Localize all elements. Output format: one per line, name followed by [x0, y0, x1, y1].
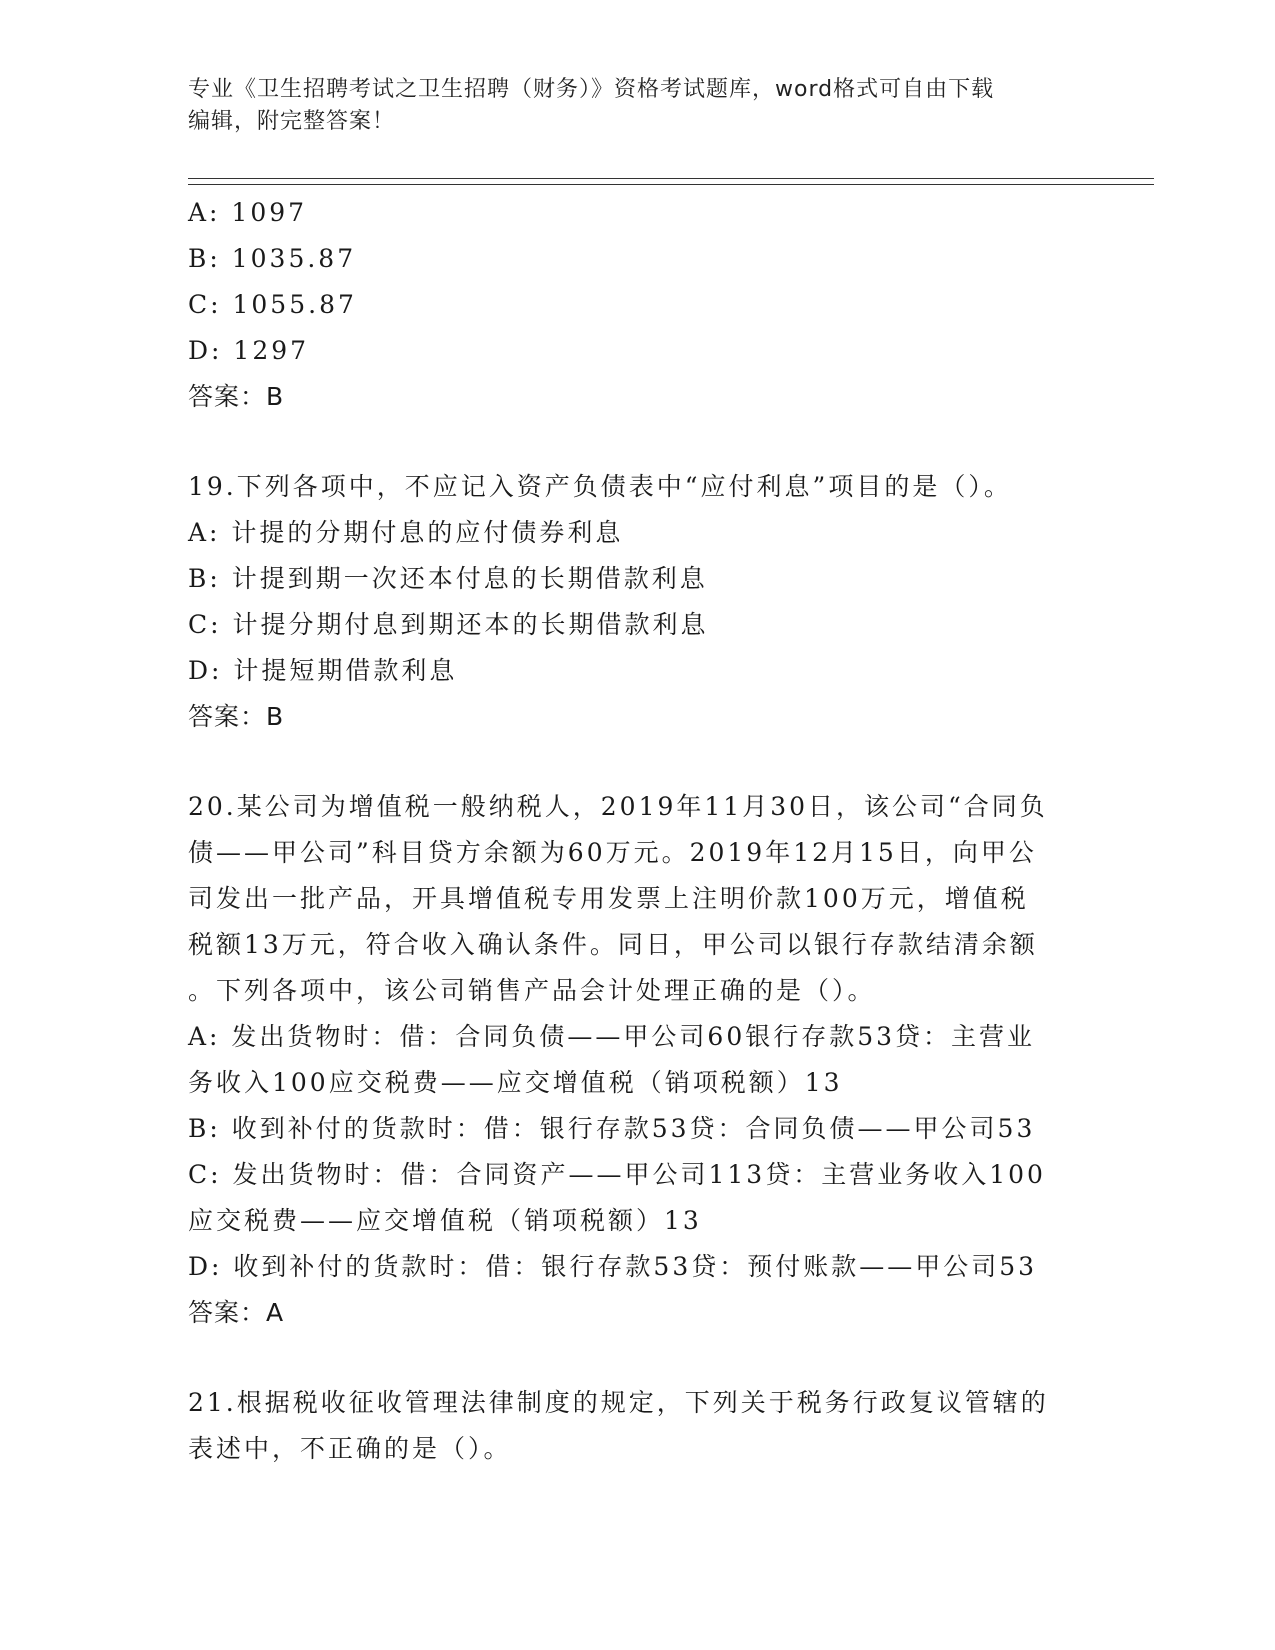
- question-19: [188, 464, 1088, 740]
- answer: 答案：A: [188, 1298, 285, 1327]
- option-b: B: 计提到期一次还本付息的长期借款利息: [188, 564, 708, 593]
- question-stem-line: 司发出一批产品，开具增值税专用发票上注明价款100万元，增值税: [188, 884, 1029, 913]
- option-d: D: 1297: [188, 336, 310, 365]
- option-c-line: 应交税费——应交增值税（销项税额）13: [188, 1206, 702, 1235]
- option-c: C: 1055.87: [188, 290, 357, 319]
- option-a-line: 务收入100应交税费——应交增值税（销项税额）13: [188, 1068, 843, 1097]
- header-divider: [188, 178, 1154, 185]
- question-stem-line: 债——甲公司”科目贷方余额为60万元。2019年12月15日，向甲公: [188, 838, 1037, 867]
- question-stem-line: 。下列各项中，该公司销售产品会计处理正确的是（）。: [188, 976, 876, 1005]
- header-line-2: 编辑，附完整答案！: [188, 109, 396, 134]
- question-stem-line: 20.某公司为增值税一般纳税人，2019年11月30日，该公司“合同负: [188, 792, 1048, 821]
- question-stem-line: 税额13万元，符合收入确认条件。同日，甲公司以银行存款结清余额: [188, 930, 1038, 959]
- option-b-line: B: 收到补付的货款时：借：银行存款53贷：合同负债——甲公司53: [188, 1114, 1036, 1143]
- question-stem: 19.下列各项中，不应记入资产负债表中“应付利息”项目的是（）。: [188, 472, 1012, 501]
- answer: 答案：B: [188, 382, 285, 411]
- question-20: [188, 784, 1088, 1336]
- option-c-line: C: 发出货物时：借：合同资产——甲公司113贷：主营业务收入100: [188, 1160, 1046, 1189]
- question-21: [188, 1380, 1088, 1472]
- question-content: [188, 190, 1088, 1472]
- question-18: [188, 190, 1088, 420]
- option-d-line: D: 收到补付的货款时：借：银行存款53贷：预付账款——甲公司53: [188, 1252, 1038, 1281]
- answer: 答案：B: [188, 702, 285, 731]
- question-stem-line: 表述中，不正确的是（）。: [188, 1434, 512, 1463]
- option-a-line: A: 发出货物时：借：合同负债——甲公司60银行存款53贷：主营业: [188, 1022, 1036, 1051]
- option-a: A: 1097: [188, 198, 308, 227]
- question-stem-line: 21.根据税收征收管理法律制度的规定，下列关于税务行政复议管辖的: [188, 1388, 1049, 1417]
- header-line-1: 专业《卫生招聘考试之卫生招聘（财务）》资格考试题库，word格式可自由下载: [188, 77, 995, 102]
- option-d: D: 计提短期借款利息: [188, 656, 458, 685]
- option-b: B: 1035.87: [188, 244, 357, 273]
- document-header: [188, 74, 1088, 138]
- option-c: C: 计提分期付息到期还本的长期借款利息: [188, 610, 709, 639]
- option-a: A: 计提的分期付息的应付债券利息: [188, 518, 624, 547]
